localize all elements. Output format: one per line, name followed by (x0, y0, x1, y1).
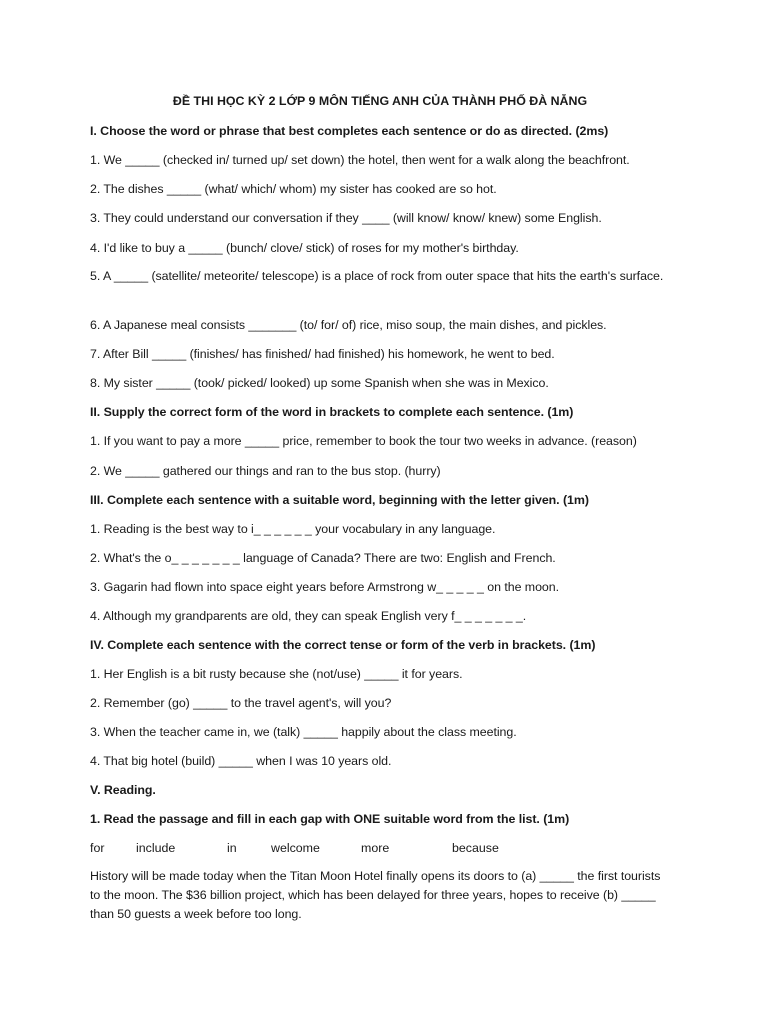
section-2-heading: II. Supply the correct form of the word in brackets to complete each sentence. (1m) (90, 405, 574, 419)
question-line: 2. The dishes _____ (what/ which/ whom) my sister has cooked are so hot. (90, 182, 497, 196)
question-line: 2. We _____ gathered our things and ran to the bus stop. (hurry) (90, 464, 441, 478)
question-line: 2. What's the o_ _ _ _ _ _ _ language of Canada? There are two: English and French. (90, 551, 556, 565)
reading-instruction: 1. Read the passage and fill in each gap with ONE suitable word from the list. (1m) (90, 812, 570, 826)
section-3-heading: III. Complete each sentence with a suitable word, beginning with the letter given. (1m) (90, 493, 589, 507)
word-list-item: for (90, 841, 105, 855)
question-line: 3. Gagarin had flown into space eight years before Armstrong w_ _ _ _ _ on the moon. (90, 580, 559, 594)
question-line: 4. Although my grandparents are old, they can speak English very f_ _ _ _ _ _ _. (90, 609, 527, 623)
question-line: 2. Remember (go) _____ to the travel agent's, will you? (90, 696, 392, 710)
question-line: 1. Reading is the best way to i_ _ _ _ _ _ your vocabulary in any language. (90, 522, 496, 536)
word-list-item: more (361, 841, 390, 855)
question-line: 1. If you want to pay a more _____ price, remember to book the tour two weeks in advance. (reason) (90, 434, 637, 448)
section-1-heading: I. Choose the word or phrase that best completes each sentence or do as directed. (2ms) (90, 124, 609, 138)
question-line: 4. That big hotel (build) _____ when I was 10 years old. (90, 754, 392, 768)
word-list-item: in (227, 841, 237, 855)
question-line: 3. When the teacher came in, we (talk) _____ happily about the class meeting. (90, 725, 517, 739)
question-line: 1. We _____ (checked in/ turned up/ set down) the hotel, then went for a walk along the beachfront. (90, 153, 630, 167)
question-line: 3. They could understand our conversation if they ____ (will know/ know/ knew) some English. (90, 211, 602, 225)
question-line: 1. Her English is a bit rusty because she (not/use) _____ it for years. (90, 667, 463, 681)
word-list-item: include (136, 841, 176, 855)
word-list-item: because (452, 841, 499, 855)
section-5-heading: V. Reading. (90, 783, 156, 797)
question-line: 5. A _____ (satellite/ meteorite/ telescope) is a place of rock from outer space that hits the earth's surface. (90, 269, 664, 283)
reading-passage: History will be made today when the Titan Moon Hotel finally opens its doors to (a) _____ the first tourists to the moon. The $36 billion project, which has been delayed for three years, hopes to receive (b) _____ than 50 guests a week before too long. (90, 869, 661, 921)
question-line: 6. A Japanese meal consists _______ (to/ for/ of) rice, miso soup, the main dishes, and pickles. (90, 318, 607, 332)
section-4-heading: IV. Complete each sentence with the correct tense or form of the verb in brackets. (1m) (90, 638, 596, 652)
document-title: ĐỀ THI HỌC KỲ 2 LỚP 9 MÔN TIẾNG ANH CỦA THÀNH PHỐ ĐÀ NẴNG (172, 94, 588, 108)
word-list-item: welcome (271, 841, 320, 855)
question-line: 4. I'd like to buy a _____ (bunch/ clove/ stick) of roses for my mother's birthday. (90, 241, 519, 255)
question-line: 7. After Bill _____ (finishes/ has finished/ had finished) his homework, he went to bed. (90, 347, 555, 361)
question-line: 8. My sister _____ (took/ picked/ looked) up some Spanish when she was in Mexico. (90, 376, 549, 390)
